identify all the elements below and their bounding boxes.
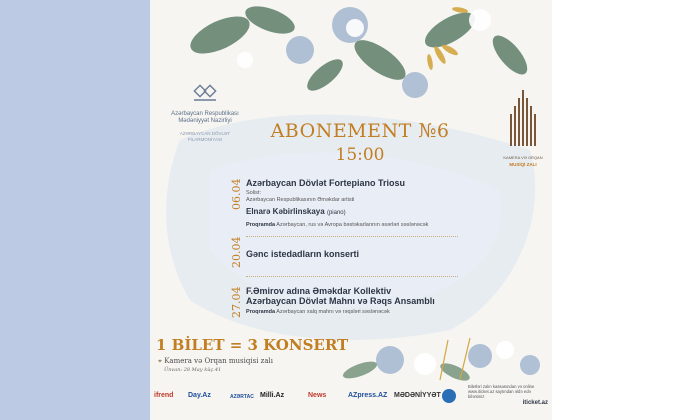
sponsor-logo: Milli.Az [260, 392, 285, 399]
event-3-name-line2: Azərbaycan Dövlət Mahnı və Rəqs Ansamblı [246, 296, 435, 306]
sponsor-strip [150, 384, 466, 410]
ministry-name: Azərbaycan Respublikası Mədəniyyət Nazirliyi [171, 111, 239, 124]
sponsor-logo: ifrend [154, 392, 174, 399]
iticket-link[interactable]: iticket.az [522, 400, 548, 406]
bilet-offer: 1 BİLET = 3 KONSERT [156, 336, 349, 354]
solist-label: Solist: [246, 190, 261, 196]
hall-title: MUSİQİ ZALI [509, 162, 537, 167]
program-label: Proqramda [246, 309, 276, 315]
venue-name: Kamera və Orqan musiqisi zalı [164, 357, 274, 365]
concert-time: 15:00 [335, 145, 385, 165]
hall-logo [500, 88, 546, 167]
event-1 [246, 178, 428, 229]
sponsor-logo: Day.Az [188, 392, 211, 399]
event-1-name: Azərbaycan Dövlət Fortepiano Triosu [246, 178, 406, 188]
event-separator [246, 236, 458, 237]
sponsor-logo: MƏDƏNİYYƏT [394, 392, 441, 399]
hall-caption: KAMERA VƏ ORQAN [503, 155, 543, 160]
organ-pipes-icon [509, 88, 537, 146]
ministry-logo [170, 84, 240, 142]
event-date-3: 27.04 [230, 286, 243, 318]
tickets-info [468, 384, 548, 406]
event-date-1: 06.04 [230, 178, 243, 210]
solist-title: Azərbaycan Respublikasının Əməkdar artisti [246, 197, 355, 203]
program-label: Proqramda [246, 222, 276, 228]
event-3-program [246, 308, 435, 316]
venue-info [158, 357, 273, 374]
left-background-panel [0, 0, 150, 420]
sponsor-logo: AZƏRTAC [230, 394, 254, 400]
sponsor-logo: AZpress.AZ [348, 392, 388, 399]
poster-title: ABONEMENT №6 [270, 120, 450, 142]
event-date-2: 20.04 [230, 236, 243, 268]
tickets-note-text: Biletləri zalın kassasından və online www.iticket.az saytından əldə edə bilərsiniz [468, 384, 535, 399]
solist-name [246, 207, 428, 218]
event-separator [246, 276, 458, 277]
program-text: Azərbaycan, rus və Avropa bəstəkarlarının əsərləri səslənəcək [276, 222, 429, 228]
concert-poster [150, 0, 552, 420]
event-2 [246, 249, 359, 259]
event-2-name: Gənc istedadların konserti [246, 249, 360, 259]
right-background-panel [552, 0, 700, 420]
event-3-name-line1: F.Əmirov adına Əməkdar Kollektiv [246, 286, 392, 296]
location-pin-icon: ⌖ [158, 357, 162, 365]
venue-address: Ünvan: 28 May küç.41 [164, 367, 222, 373]
solist-instrument: (piano) [326, 210, 346, 216]
floral-bottom-decoration [330, 320, 552, 384]
solist-name-text: Elnarə Kəbirlinskaya [246, 207, 325, 216]
program-text: Azərbaycan xalq mahnı və rəqsləri səslənəcək [276, 309, 390, 315]
sponsor-logo: News [308, 392, 327, 399]
event-1-program [246, 221, 428, 229]
philharmonic-name: AZƏRBAYCAN DÖVLƏT FİLARMONİYASI [179, 131, 231, 142]
ministry-emblem-icon [190, 84, 220, 106]
event-3 [246, 286, 435, 316]
sponsor-badge-icon [442, 389, 456, 403]
